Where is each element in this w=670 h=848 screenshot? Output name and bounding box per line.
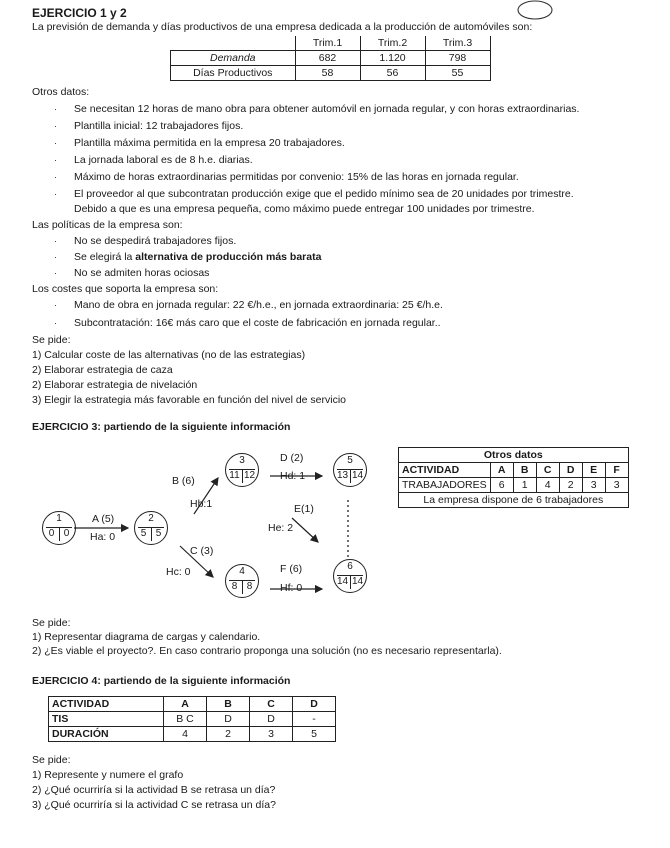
node-id: 6	[347, 561, 353, 572]
otros-datos-table	[398, 447, 629, 508]
otros-item: Máximo de horas extraordinarias permitidas por convenio: 15% de las horas en jornada regular.	[74, 171, 519, 183]
politica-bold: alternativa de producción más barata	[135, 251, 322, 263]
node-id: 5	[347, 455, 353, 466]
table-row	[49, 727, 336, 742]
header-trim3: Trim.3	[425, 36, 490, 51]
header-trim2: Trim.2	[360, 36, 425, 51]
ej1-pide-item: 2) Elaborar estrategia de nivelación	[32, 379, 198, 391]
node-id: 3	[239, 455, 245, 466]
otros-datos-note: La empresa dispone de 6 trabajadores	[399, 493, 629, 508]
otros-item: El proveedor al que subcontratan producción exige que el pedido mínimo sea de 20 unidades por trimestre.	[74, 188, 574, 200]
coste-item: Mano de obra en jornada regular: 22 €/h.e., en jornada extraordinaria: 25 €/h.e.	[74, 299, 443, 311]
cell: 4	[536, 478, 559, 493]
ej4-pide-item: 3) ¿Qué ocurriría si la actividad C se retrasa un día?	[32, 799, 276, 811]
cell: 1.120	[360, 51, 425, 66]
cell: F	[605, 463, 628, 478]
otros-item: Se necesitan 12 horas de mano obra para obtener automóvil en jornada regular, y con horas extraordinarias.	[74, 103, 580, 115]
node-late: 0	[63, 528, 70, 539]
label-hc: Hc: 0	[166, 566, 191, 578]
node-early: 13	[336, 470, 349, 481]
label-b: B (6)	[172, 475, 195, 487]
ej1-title: EJERCICIO 1 y 2	[32, 6, 127, 20]
ej3-pide-title: Se pide:	[32, 617, 71, 629]
network-node-6	[333, 559, 367, 593]
otros-datos-title: Otros datos	[399, 448, 629, 463]
label-d: D (2)	[280, 452, 304, 464]
table-row	[171, 51, 491, 66]
cell: 3	[605, 478, 628, 493]
coste-item: Subcontratación: 16€ más caro que el coste de fabricación en jornada regular..	[74, 317, 441, 329]
node-id: 1	[56, 513, 62, 524]
label-ha: Ha: 0	[90, 531, 116, 543]
ej1-pide-title: Se pide:	[32, 334, 71, 346]
label-e: E(1)	[294, 503, 314, 515]
cell: A	[164, 697, 207, 712]
cell: 3	[250, 727, 293, 742]
cell: E	[582, 463, 605, 478]
network-node-1	[42, 511, 76, 545]
cell: D	[293, 697, 336, 712]
cell: A	[490, 463, 513, 478]
label-he: He: 2	[268, 522, 294, 534]
node-late: 8	[246, 581, 253, 592]
cell: 58	[295, 66, 360, 81]
label-hd: Hd: 1	[280, 470, 306, 482]
node-early: 5	[140, 528, 147, 539]
cell: B	[513, 463, 536, 478]
cell: B	[207, 697, 250, 712]
bullet-icon: ·	[54, 104, 57, 114]
cell: 2	[559, 478, 582, 493]
demand-table	[170, 36, 491, 81]
ej4-pide-title: Se pide:	[32, 754, 71, 766]
row-label-tis: TIS	[49, 712, 164, 727]
trab-label: TRABAJADORES	[399, 478, 491, 493]
bullet-icon: ·	[54, 300, 57, 310]
row-label-demanda: Demanda	[171, 51, 296, 66]
cell: C	[536, 463, 559, 478]
bullet-icon: ·	[54, 189, 57, 199]
politica-item: No se admiten horas ociosas	[74, 267, 210, 279]
act-label: ACTIVIDAD	[399, 463, 491, 478]
pen-mark-circle	[510, 0, 560, 24]
politica-item	[74, 251, 321, 263]
bullet-icon: ·	[54, 268, 57, 278]
bullet-icon: ·	[54, 155, 57, 165]
cell: D	[207, 712, 250, 727]
cell: B C	[164, 712, 207, 727]
label-hf: Hf: 0	[280, 582, 303, 594]
label-f: F (6)	[280, 563, 303, 575]
cell: 5	[293, 727, 336, 742]
cell: 6	[490, 478, 513, 493]
bullet-icon: ·	[54, 318, 57, 328]
cell: 2	[207, 727, 250, 742]
cell: C	[250, 697, 293, 712]
costes-title: Los costes que soporta la empresa son:	[32, 283, 219, 295]
table-row	[49, 697, 336, 712]
network-node-5	[333, 453, 367, 487]
node-early: 8	[231, 581, 238, 592]
row-label-actividad: ACTIVIDAD	[49, 697, 164, 712]
ej4-pide-item: 2) ¿Qué ocurriría si la actividad B se retrasa un día?	[32, 784, 276, 796]
ej1-pide-item: 3) Elegir la estrategia más favorable en función del nivel de servicio	[32, 394, 347, 406]
bullet-icon: ·	[54, 138, 57, 148]
label-hb: Hb:1	[190, 498, 213, 510]
cell: D	[250, 712, 293, 727]
otros-title: Otros datos:	[32, 86, 90, 98]
cell: D	[559, 463, 582, 478]
ej3-title: EJERCICIO 3: partiendo de la siguiente información	[32, 421, 291, 433]
politica-prefix: Se elegirá la	[74, 251, 136, 263]
bullet-icon: ·	[54, 121, 57, 131]
bullet-icon: ·	[54, 172, 57, 182]
header-trim1: Trim.1	[295, 36, 360, 51]
row-label-dias: Días Productivos	[171, 66, 296, 81]
ej3-pide-item: 1) Representar diagrama de cargas y calendario.	[32, 631, 261, 643]
node-late: 14	[351, 470, 364, 481]
cell: 1	[513, 478, 536, 493]
node-early: 11	[229, 470, 240, 481]
row-label-duracion: DURACIÓN	[49, 727, 164, 742]
bullet-icon: ·	[54, 252, 57, 262]
cell: 4	[164, 727, 207, 742]
table-row	[399, 463, 629, 478]
node-id: 4	[239, 566, 245, 577]
table-row	[399, 478, 629, 493]
cell: 3	[582, 478, 605, 493]
ej1-pide-item: 1) Calcular coste de las alternativas (no de las estrategias)	[32, 349, 306, 361]
ej4-title: EJERCICIO 4: partiendo de la siguiente información	[32, 675, 291, 687]
bullet-icon: ·	[54, 236, 57, 246]
otros-item: Plantilla máxima permitida en la empresa 20 trabajadores.	[74, 137, 345, 149]
node-early: 14	[336, 576, 349, 587]
politica-item: No se despedirá trabajadores fijos.	[74, 235, 237, 247]
table-row	[171, 66, 491, 81]
label-c: C (3)	[190, 545, 214, 557]
node-late: 12	[243, 470, 256, 481]
ej3-pide-item: 2) ¿Es viable el proyecto?. En caso contrario proponga una solución (no es necesario representarla).	[32, 645, 502, 657]
label-a: A (5)	[92, 513, 115, 525]
table-row	[49, 712, 336, 727]
arrow-e	[292, 518, 318, 542]
otros-item: Plantilla inicial: 12 trabajadores fijos.	[74, 120, 244, 132]
network-node-2	[134, 511, 168, 545]
node-early: 0	[48, 528, 55, 539]
cell: 56	[360, 66, 425, 81]
network-node-4	[225, 564, 259, 598]
node-id: 2	[148, 513, 154, 524]
cell: 55	[425, 66, 490, 81]
cell: 798	[425, 51, 490, 66]
cell: 682	[295, 51, 360, 66]
otros-item: Debido a que es una empresa pequeña, como máximo puede entregar 100 unidades por trimestre.	[74, 203, 535, 215]
otros-item: La jornada laboral es de 8 h.e. diarias.	[74, 154, 253, 166]
ej1-pide-item: 2) Elaborar estrategia de caza	[32, 364, 173, 376]
cell: -	[293, 712, 336, 727]
node-late: 14	[351, 576, 364, 587]
ej1-intro: La previsión de demanda y días productivos de una empresa dedicada a la producción de automóviles son:	[32, 21, 533, 33]
ej4-table	[48, 696, 336, 742]
network-node-3	[225, 453, 259, 487]
politicas-title: Las políticas de la empresa son:	[32, 219, 183, 231]
node-late: 5	[155, 528, 162, 539]
ej4-pide-item: 1) Represente y numere el grafo	[32, 769, 184, 781]
